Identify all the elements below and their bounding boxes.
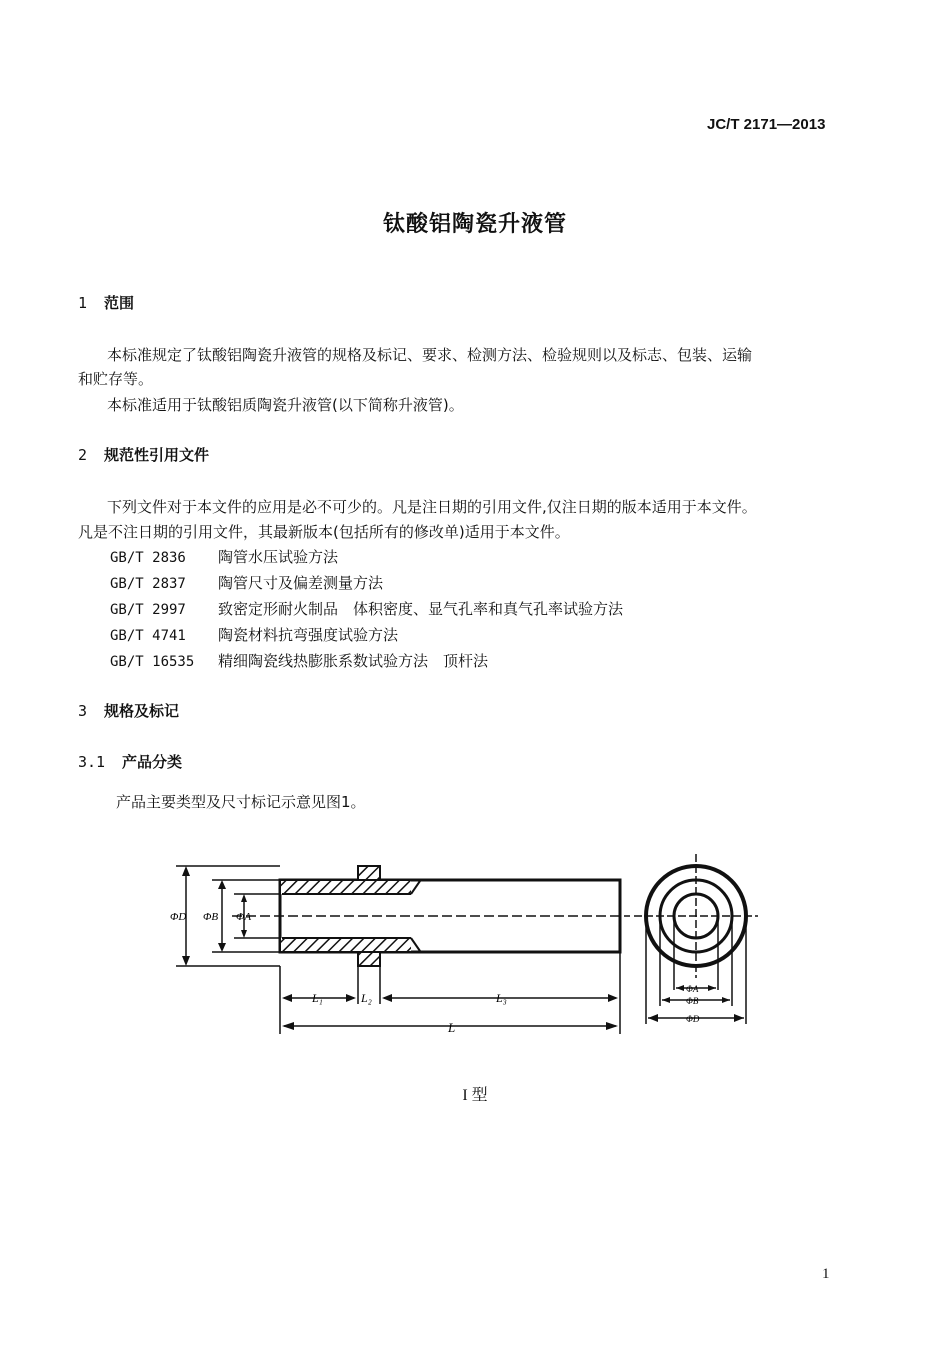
- reference-title: 陶管尺寸及偏差测量方法: [218, 574, 384, 592]
- section-number: 3: [78, 702, 88, 720]
- label-l1: L₁: [312, 991, 323, 1005]
- label-phi-b: ΦB: [203, 911, 219, 923]
- flange-bottom: [358, 952, 380, 966]
- label-end-phi-a: ΦA: [686, 984, 699, 994]
- flange-top: [358, 866, 380, 880]
- section-number: 1: [78, 294, 88, 312]
- reference-code: GB/T 16535: [110, 654, 195, 670]
- label-l3: L₃: [496, 991, 507, 1005]
- reference-code: GB/T 4741: [110, 628, 186, 644]
- paragraph: 产品主要类型及尺寸标记示意见图1。: [116, 793, 366, 811]
- reference-code: GB/T 2837: [110, 576, 186, 592]
- label-end-phi-b: ΦB: [686, 996, 699, 1006]
- paragraph: 和贮存等。: [78, 370, 154, 388]
- label-l: L: [448, 1020, 456, 1035]
- section-title: 范围: [104, 294, 135, 312]
- label-l2: L₂: [361, 991, 372, 1005]
- paragraph: 凡是不注日期的引用文件，其最新版本(包括所有的修改单)适用于本文件。: [78, 523, 570, 541]
- document-title: 钛酸铝陶瓷升液管: [382, 212, 567, 237]
- paragraph: 下列文件对于本文件的应用是必不可少的。凡是注日期的引用文件,仅注日期的版本适用于本文件。: [107, 498, 757, 516]
- figure-caption: I 型: [462, 1087, 488, 1104]
- section-title: 产品分类: [122, 753, 183, 771]
- reference-title: 陶管水压试验方法: [218, 548, 339, 566]
- wall-hatch-top: [281, 881, 411, 894]
- wall-hatch-bottom: [281, 938, 411, 951]
- reference-code: GB/T 2836: [110, 550, 186, 566]
- label-end-phi-d: ΦD: [686, 1014, 700, 1024]
- reference-title: 陶瓷材料抗弯强度试验方法: [218, 626, 399, 644]
- section-number: 2: [78, 446, 88, 464]
- label-phi-d: ΦD: [170, 911, 187, 923]
- reference-title: 致密定形耐火制品 体积密度、显气孔率和真气孔率试验方法: [218, 600, 624, 618]
- page-number: 1: [822, 1266, 830, 1282]
- paragraph: 本标准适用于钛酸铝质陶瓷升液管(以下简称升液管)。: [107, 396, 464, 414]
- standard-code: JC/T 2171—2013: [707, 116, 826, 133]
- label-phi-a: ΦA: [236, 911, 252, 923]
- reference-title: 精细陶瓷线热膨胀系数试验方法 顶杆法: [218, 652, 489, 670]
- section-title: 规范性引用文件: [104, 446, 210, 464]
- reference-code: GB/T 2997: [110, 602, 186, 618]
- paragraph: 本标准规定了钛酸铝陶瓷升液管的规格及标记、要求、检测方法、检验规则以及标志、包装、运输: [107, 346, 753, 364]
- section-number: 3.1: [78, 753, 106, 771]
- section-title: 规格及标记: [104, 702, 180, 720]
